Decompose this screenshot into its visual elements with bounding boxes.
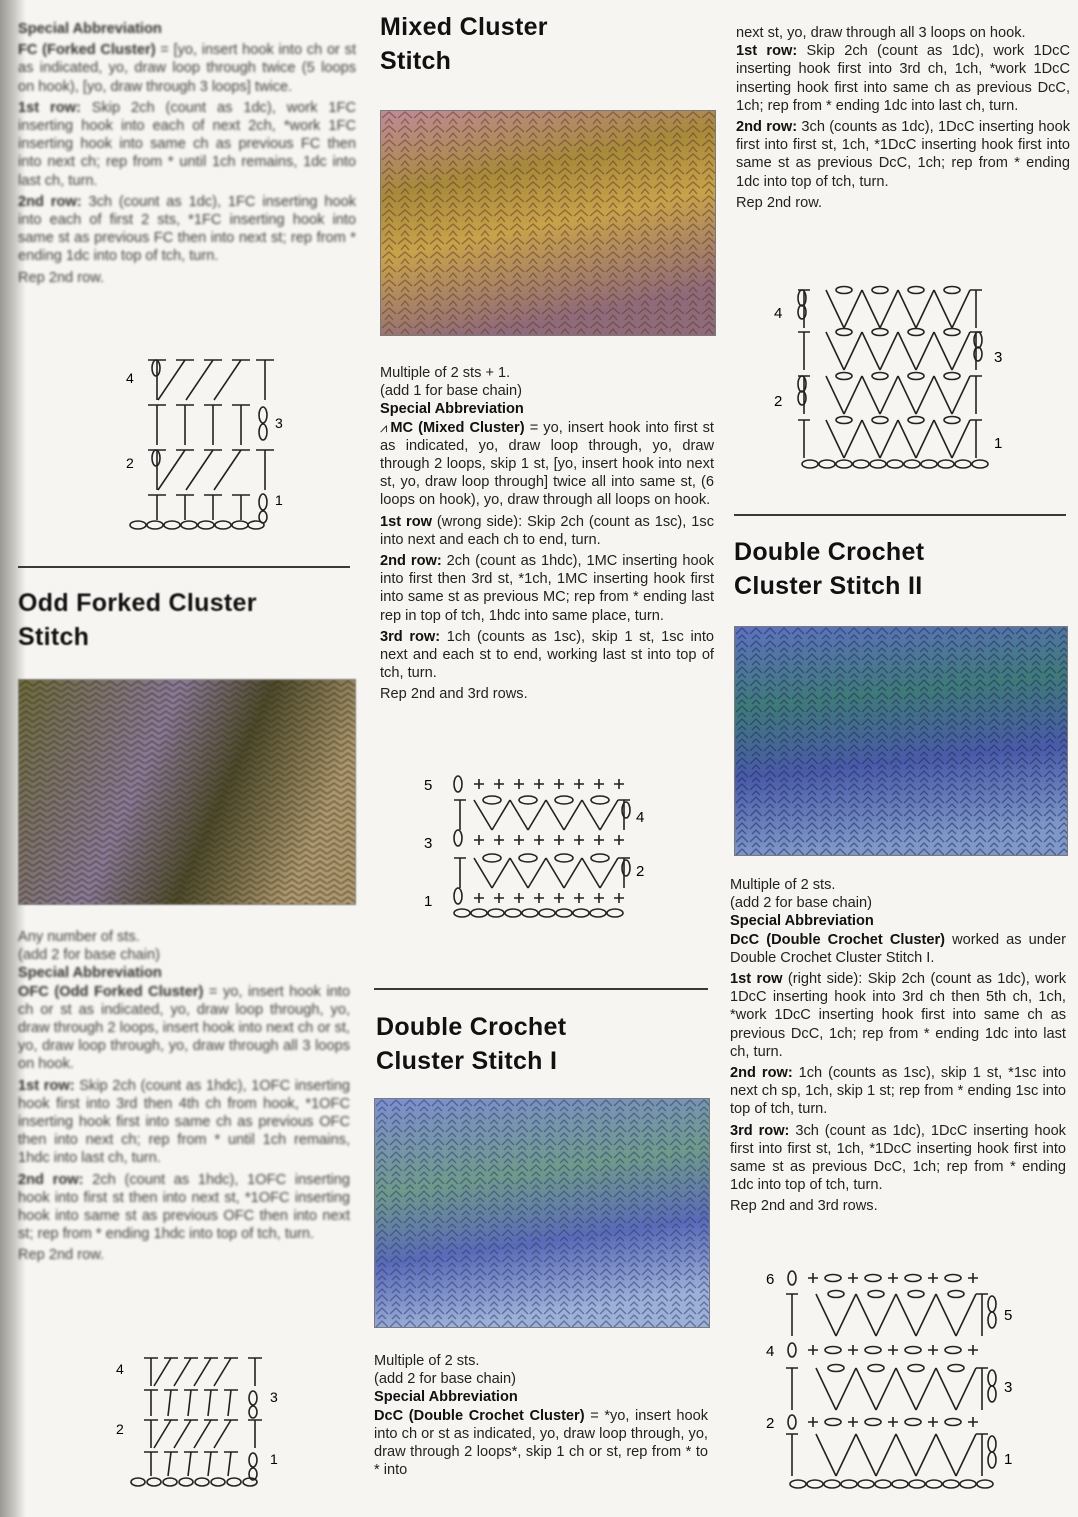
row2-text: 2ch (count as 1hdc), 1MC inserting hook into first then 3rd st, *1ch, 1MC inserting hook first into same st as previous MC; rep from * ending last rep in top of tch, 1hdc into same place, turn. [380,553,714,624]
dcc-term: DcC (Double Crochet Cluster) [374,1407,585,1424]
dc-cluster-2-diagram [760,1264,1050,1494]
row2-label: 2nd row: [380,553,442,570]
dc-cluster-1-rows [736,24,1070,215]
row-number: 4 [116,1361,124,1377]
base-chain-note: (add 2 for base chain) [374,1371,516,1388]
row-number: 3 [994,349,1003,366]
row3-label: 3rd row: [730,1122,790,1139]
row-number: 2 [774,393,783,410]
special-abbreviation-label: Special Abbreviation [18,21,162,37]
dc-cluster-2-instructions [730,876,1066,1219]
row2-label: 2nd row: [736,119,798,136]
row-number: 2 [116,1421,124,1437]
row2-text: 3ch (counts as 1dc), 1DcC inserting hook first into first st, 1ch, *1DcC inserting hook first into same st as previous DcC, 1ch; rep from * ending 1dc into top of tch, turn. [736,119,1070,190]
row-number: 2 [636,863,645,880]
multiple-note: Any number of sts. [18,929,140,945]
foundation-chain [790,1480,993,1488]
row-number: 3 [275,415,283,431]
dc-cluster-2-title: Double Crochet Cluster Stitch II [734,538,925,600]
row-number: 4 [766,1343,775,1360]
row-number: 4 [774,305,783,322]
base-chain-note: (add 2 for base chain) [18,947,160,964]
row-number: 3 [1004,1379,1013,1396]
row-number: 1 [275,492,283,508]
dcc-term: DcC (Double Crochet Cluster) [730,931,945,948]
forked-cluster-diagram [98,350,318,535]
dc-cluster-1-title: Double Crochet Cluster Stitch I [376,1013,567,1075]
row1-text: (right side): Skip 2ch (count as 1dc), work 1DcC inserting hook into 3rd ch then 5th ch, 1ch, *work 1DcC inserting hook first into same ch as previous DcC, 1ch; rep from * ending 1dc into last ch, turn. [730,971,1066,1060]
ofc-definition: = yo, insert hook into ch or st as indicated, yo, draw loop through, yo, draw through 2 loops, insert hook into next ch or st, yo, draw loop through, yo, draw through all 3 loops on hook. [18,983,350,1073]
row-number: 2 [126,455,134,471]
forked-cluster-instructions [18,20,356,290]
dcc-definition: = *yo, insert hook into ch or st as indicated, yo, draw loop through, yo, draw through 2 loops*, skip 1 ch or st, rep from * to * into [374,1407,708,1479]
special-abbreviation-label: Special Abbreviation [380,401,524,418]
odd-forked-cluster-swatch [18,679,356,905]
row1-text: Skip 2ch (count as 1dc), work 1FC inserting hook into each of next 2ch, *work 1FC inserting hook into same ch as previous FC then into next ch; rep from * until 1ch remains, 1dc into last ch, turn. [18,99,356,189]
row1-text: Skip 2ch (count as 1dc), work 1DcC inserting hook first into 3rd ch, 1ch, *work 1DcC inserting hook first into same ch as previous DcC, 1ch; rep from * ending 1dc into last ch, turn. [736,43,1071,114]
row2-text: 3ch (count as 1dc), 1FC inserting hook into each of first 2 sts, *1FC inserting hook into same st as previous FC then into next st; rep from * ending 1dc into top of tch, turn. [18,193,356,265]
row-number: 5 [1004,1307,1013,1324]
multiple-note: Multiple of 2 sts. [730,877,836,893]
foundation-chain [454,909,623,917]
row2-label: 2nd row: [730,1065,793,1082]
repeat-note: Rep 2nd and 3rd rows. [380,686,528,703]
row-number: 4 [126,370,134,386]
mixed-cluster-diagram [414,770,664,925]
row-number: 6 [766,1271,775,1288]
odd-forked-cluster-diagram [98,1350,318,1490]
section-divider [734,514,1066,516]
row1-label: 1st row [380,513,432,530]
mixed-cluster-instructions [380,364,714,707]
row-number: 1 [424,893,433,910]
dc-cluster-1-diagram [770,284,1030,474]
foundation-chain [802,460,988,468]
special-abbreviation-label: Special Abbreviation [374,1389,518,1406]
dc-cluster-2-swatch [734,626,1068,856]
continued-text: next st, yo, draw through all 3 loops on hook. [736,25,1026,41]
cluster-symbol-icon: ⩘ [380,419,388,435]
mc-definition: = yo, insert hook into first st as indicated, yo, draw loop through, yo, draw through 2 loops, skip 1 st, [yo, insert hook into next st, yo, draw loop through] twice all into same st, (6 loops on hook), yo, draw through all loops on hook. [380,419,714,509]
row2-label: 2nd row: [18,193,82,210]
dc-cluster-1-instructions [374,1352,708,1482]
row1-text: Skip 2ch (count as 1hdc), 1OFC inserting hook first into 3rd then 4th ch from hook, *1OFC inserting hook first into same ch as previous OFC then into next ch; rep from * until 1ch remains, 1hdc into last ch, turn. [18,1077,350,1167]
special-abbreviation-label: Special Abbreviation [730,913,874,930]
dcc-definition: worked as under Double Crochet Cluster Stitch I. [730,931,1066,966]
mixed-cluster-swatch [380,110,716,336]
row-number: 3 [270,1389,278,1405]
repeat-note: Rep 2nd row. [736,194,822,211]
multiple-note: Multiple of 2 sts + 1. [380,365,511,381]
row-number: 1 [994,435,1003,452]
odd-forked-cluster-title: Odd Forked Cluster Stitch [18,589,257,651]
row1-label: 1st row: [18,1077,75,1094]
row-number: 4 [636,809,645,826]
row1-label: 1st row: [736,43,798,60]
row1-label: 1st row [730,971,783,988]
fc-definition: = [yo, insert hook into ch or st as indicated, yo, draw loop through twice (5 loops on hook), [yo, draw through 3 loops] twice. [18,42,356,95]
row-number: 1 [1004,1451,1013,1468]
row1-text: (wrong side): Skip 2ch (count as 1sc), 1sc into next and each ch to end, turn. [380,513,714,548]
multiple-note: Multiple of 2 sts. [374,1353,480,1369]
base-chain-note: (add 2 for base chain) [730,895,872,912]
row-number: 2 [766,1415,775,1432]
foundation-chain [130,521,264,529]
section-divider [18,566,350,568]
mixed-cluster-title: Mixed Cluster Stitch [380,13,548,75]
ofc-term: OFC (Odd Forked Cluster) [18,983,204,1000]
special-abbreviation-label: Special Abbreviation [18,965,162,982]
section-divider [374,988,708,990]
row2-label: 2nd row: [18,1171,84,1188]
base-chain-note: (add 1 for base chain) [380,383,522,400]
row3-label: 3rd row: [380,628,441,645]
row-number: 1 [270,1451,278,1467]
repeat-note: Rep 2nd row. [18,1247,104,1264]
row-number: 5 [424,777,433,794]
dc-cluster-1-swatch [374,1098,710,1328]
odd-forked-cluster-instructions [18,928,350,1268]
mc-term: MC (Mixed Cluster) [390,419,525,436]
row3-text: 3ch (count as 1dc), 1DcC inserting hook first into first st, 1ch, *1DcC inserting hook first into same st as previous DcC, 1ch; rep from * ending 1dc into top of tch, turn. [730,1122,1066,1194]
row2-text: 2ch (count as 1hdc), 1OFC inserting hook into first st then into next st, *1OFC inserting hook into same st as previous OFC then into next st; rep from * ending 1hdc into top of tch, turn. [18,1171,350,1243]
repeat-note: Rep 2nd row. [18,269,104,286]
foundation-chain [131,1478,257,1486]
row1-label: 1st row: [18,99,81,116]
row-number: 3 [424,835,433,852]
repeat-note: Rep 2nd and 3rd rows. [730,1198,878,1215]
fc-term: FC (Forked Cluster) [18,42,156,59]
row3-text: 1ch (counts as 1sc), skip 1 st, 1sc into next and each st to end, working last st into top of tch, turn. [380,628,714,682]
row2-text: 1ch (counts as 1sc), skip 1 st, *1sc into next ch sp, 1ch, skip 1 st; rep from * ending 1sc into top of tch, turn. [730,1065,1067,1118]
